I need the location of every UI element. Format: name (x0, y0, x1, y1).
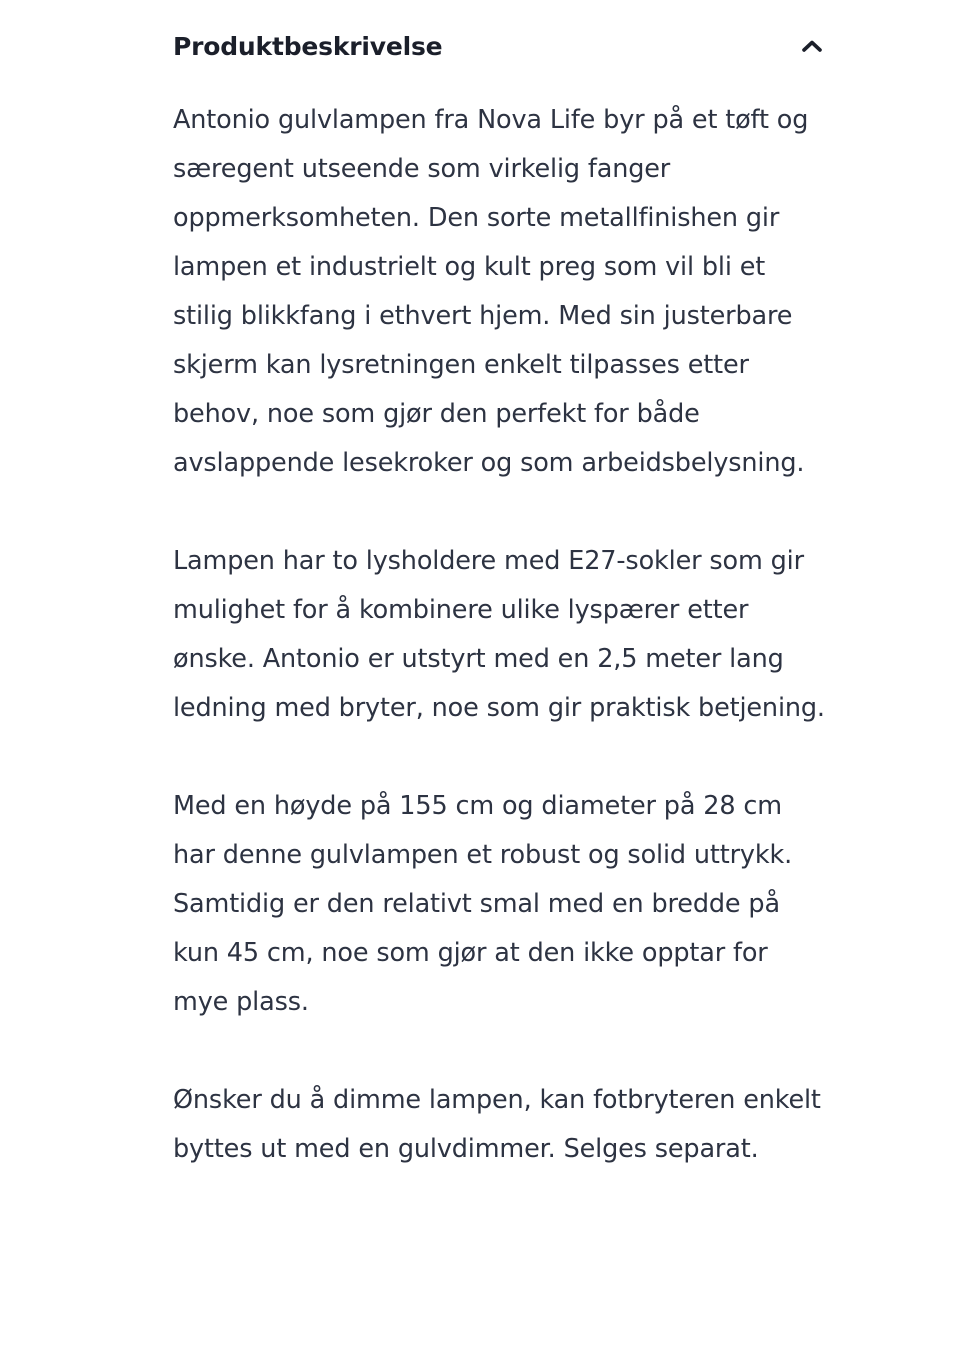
product-description-accordion (173, 0, 827, 1174)
accordion-title: Produktbeskrivelse (173, 31, 443, 61)
description-paragraph: Antonio gulvlampen fra Nova Life byr på et tøft og særegent utseende som virkelig fanger oppmerksomheten. Den sorte metallfinishen gir lampen et industrielt og kult preg som vil bli et stilig blikkfang i ethvert hjem. Med sin justerbare skjerm kan lysretningen enkelt tilpasses etter behov, noe som gjør den perfekt for både avslappende lesekroker og som arbeidsbelysning. (173, 105, 809, 478)
description-paragraph: Lampen har to lysholdere med E27-sokler som gir mulighet for å kombinere ulike lyspærer etter ønske. Antonio er utstyrt med en 2,5 meter lang ledning med bryter, noe som gir praktisk betjening. (173, 546, 825, 723)
description-paragraph: Ønsker du å dimme lampen, kan fotbryteren enkelt byttes ut med en gulvdimmer. Selges separat. (173, 1085, 821, 1164)
description-paragraph: Med en høyde på 155 cm og diameter på 28 cm har denne gulvlampen et robust og solid uttrykk. Samtidig er den relativt smal med en bredde på kun 45 cm, noe som gjør at den ikke opptar for mye plass. (173, 791, 793, 1017)
accordion-content (173, 92, 827, 1174)
chevron-up-icon[interactable] (799, 33, 825, 59)
accordion-header[interactable] (173, 0, 827, 92)
